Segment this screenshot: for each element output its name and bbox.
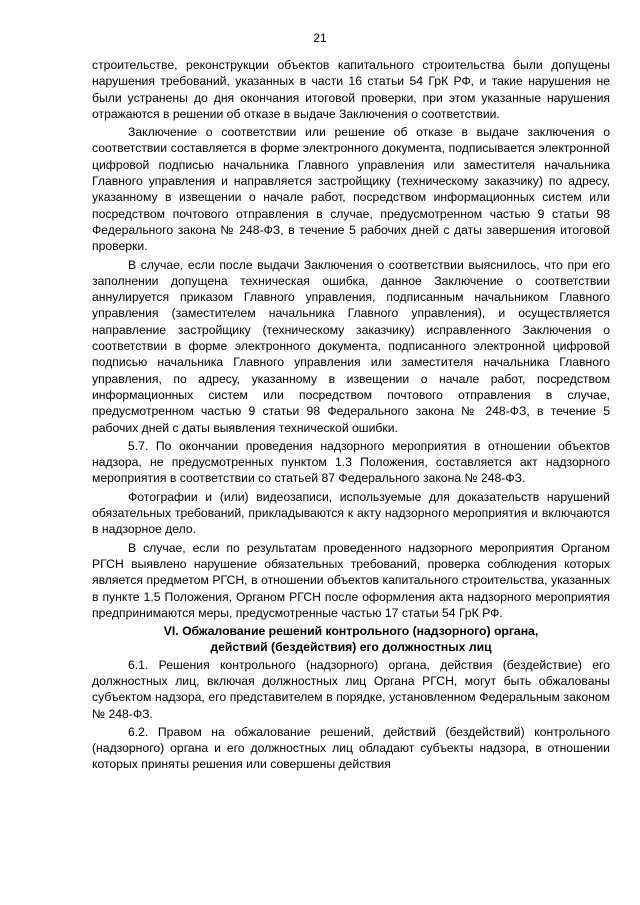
paragraph-violations: В случае, если по результатам проведенного надзорного мероприятия Органом РГСН выявлено нарушение обязательных требований, проверка соблюдения которых является предметом РГСН, в отношении объектов капитального строительства, указанных в пункте 1.5 Положения, Органом РГСН после оформления акта надзорного мероприятия предпринимаются меры, предусмотренные частью 17 статьи 54 ГрК РФ. bbox=[92, 540, 610, 620]
section-heading-line-1: VI. Обжалование решений контрольного (надзорного) органа, bbox=[163, 624, 539, 639]
paragraph-6-2: 6.2. Правом на обжалование решений, действий (бездействий) контрольного (надзорного) органа и его должностных лиц обладают субъекты надзора, в отношении которых приняты решения или совершены действия bbox=[92, 724, 610, 772]
paragraph-continuation: строительстве, реконструкции объектов капитального строительства были допущены нарушения требований, указанных в части 16 статьи 54 ГрК РФ, и такие нарушения не были устранены до дня окончания итоговой проверки, при этом указанные нарушения отражаются в решении об отказе в выдаче Заключения о соответствии. bbox=[92, 58, 610, 121]
paragraph-5-7: 5.7. По окончании проведения надзорного мероприятия в отношении объектов надзора, не предусмотренных пунктом 1.3 Положения, составляется акт надзорного мероприятия в соответствии со статьей 87 Федерального закона № 248-ФЗ. bbox=[92, 438, 610, 486]
document-body bbox=[92, 57, 610, 773]
paragraph-conclusion-form: Заключение о соответствии или решение об отказе в выдаче заключения о соответствии составляется в форме электронного документа, подписывается электронной цифровой подписью начальника Главного управления или заместителя начальника Главного управления и направляется застройщику (техническому заказчику) по адресу, указанному в извещении о начале работ, посредством информационных систем или посредством почтового отправления в случае, предусмотренном частью 9 статьи 98 Федерального закона № 248-ФЗ, в течение 5 рабочих дней с даты завершения итоговой проверки. bbox=[92, 125, 610, 254]
section-heading-line-2: действий (бездействия) его должностных лиц bbox=[210, 640, 492, 655]
paragraph-technical-error: В случае, если после выдачи Заключения о соответствии выяснилось, что при его заполнении допущена техническая ошибка, данное Заключение о соответствии аннулируется приказом Главного управления, подписанным начальником Главного управления (заместителем начальника Главного управления), и осуществляется направление застройщику (техническому заказчику) исправленного Заключения о соответствии в форме электронного документа, подписанного электронной цифровой подписью начальника Главного управления или заместителя начальника Главного управления, по адресу, указанному в извещении о начале работ, посредством информационных систем или посредством почтового отправления в случае, предусмотренном частью 9 статьи 98 Федерального закона № 248-ФЗ, в течение 5 рабочих дней с даты выявления технической ошибки. bbox=[92, 257, 610, 435]
page-number: 21 bbox=[313, 31, 327, 45]
paragraph-photos: Фотографии и (или) видеозаписи, используемые для доказательств нарушений обязательных требований, прикладываются к акту надзорного мероприятия и включаются в надзорное дело. bbox=[92, 489, 610, 537]
paragraph-6-1: 6.1. Решения контрольного (надзорного) органа, действия (бездействие) его должностных лиц, включая должностных лиц Органа РГСН, могут быть обжалованы субъектом надзора, его представителем в порядке, установленном Федеральным законом № 248-ФЗ. bbox=[92, 657, 610, 721]
section-heading bbox=[92, 623, 610, 656]
